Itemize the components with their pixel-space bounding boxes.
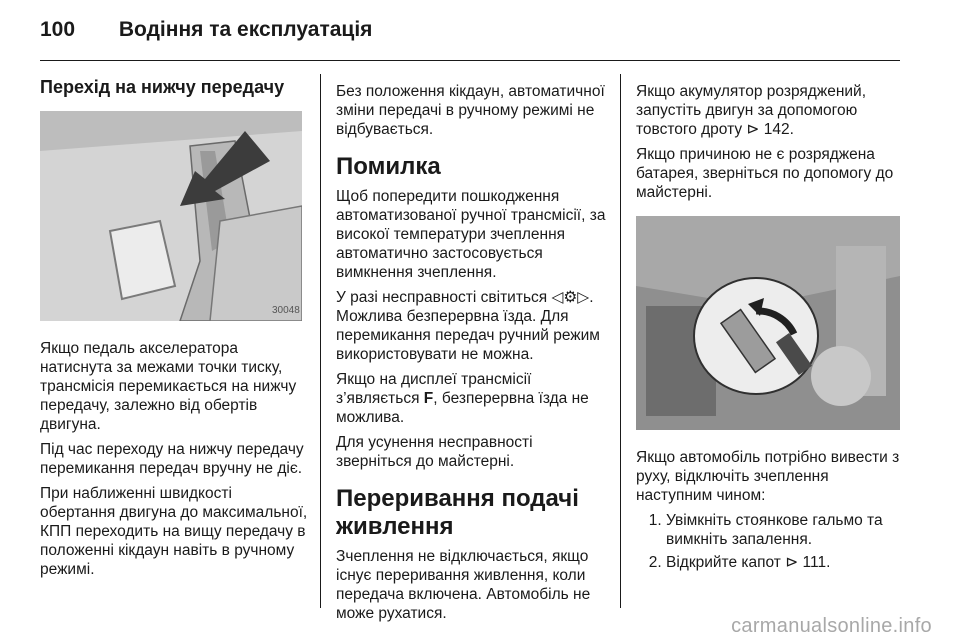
list-item: 1. Увімкніть стоянкове гальмо та вимкніть запалення. xyxy=(666,511,908,549)
paragraph: Якщо на дисплеї трансмісії з’являється F, безперервна їзда не можлива. xyxy=(336,371,589,426)
paragraph: Якщо причиною не є розряджена батарея, зверніться по допомогу до майстерні. xyxy=(636,146,894,201)
paragraph: Зчеплення не відключається, якщо існує переривання живлення, коли передача включена. Автомобіль не може рухатися. xyxy=(336,548,591,622)
page-ref[interactable]: 142 xyxy=(763,121,790,138)
page-ref[interactable]: 111 xyxy=(802,554,827,571)
page-ref-arrow-icon: ⊳ xyxy=(785,554,799,571)
paragraph: Для усунення несправності зверніться до майстерні. xyxy=(336,434,533,470)
column-2 xyxy=(336,82,608,629)
kickdown-pedal-illustration xyxy=(40,111,302,321)
column-1 xyxy=(40,78,308,585)
page-header xyxy=(40,18,372,42)
column-3 xyxy=(636,82,908,576)
paragraph: Якщо педаль акселератора натиснута за межами точки тиску, трансмісія перемикається на нижчу передачу, залежно від обертів двигуна. xyxy=(40,340,297,433)
steps-list xyxy=(636,511,908,572)
paragraph: При наближенні швидкості обертання двигуна до максимальної, КПП переходить на вищу передачу в положенні кікдаун навіть в ручному режимі. xyxy=(40,485,308,578)
column-divider xyxy=(320,74,321,608)
section-heading-error: Помилка xyxy=(336,153,441,180)
paragraph: У разі несправності світиться ◁⚙▷. Можлива безперервна їзда. Для перемикання передач ручний режим використовувати не можна. xyxy=(336,289,600,363)
paragraph: Щоб попередити пошкодження автоматизованої ручної трансмісії, за високої температури зчеплення автоматично застосовується вимкнення зчеплення. xyxy=(336,188,606,281)
transmission-warning-icon: ◁⚙▷ xyxy=(551,289,590,306)
section-heading: Перехід на нижчу передачу xyxy=(40,77,285,97)
engine-compartment-illustration xyxy=(636,216,900,430)
paragraph: Якщо акумулятор розряджений, запустіть двигун за допомогою товстого дроту ⊳ 142. xyxy=(636,83,867,138)
page-ref-arrow-icon: ⊳ xyxy=(746,121,760,138)
paragraph: Якщо автомобіль потрібно вивести з руху, відключіть зчеплення наступним чином: xyxy=(636,449,900,504)
section-heading-power-interruption: Переривання подачі живлення xyxy=(336,485,579,540)
list-item: 2. Відкрийте капот ⊳ 111. xyxy=(666,553,908,572)
page-number: 100 xyxy=(40,18,76,41)
watermark: carmanualsonline.info xyxy=(731,615,932,637)
chapter-title: Водіння та експлуатація xyxy=(118,18,373,41)
figure-code: 30048 xyxy=(272,305,300,316)
header-rule xyxy=(40,60,900,61)
paragraph: Без положення кікдаун, автоматичної зміни передачі в ручному режимі не відбувається. xyxy=(336,83,605,138)
display-letter: F xyxy=(423,390,434,407)
column-divider xyxy=(620,74,621,608)
paragraph: Під час переходу на нижчу передачу перемикання передач вручну не діє. xyxy=(40,441,304,477)
